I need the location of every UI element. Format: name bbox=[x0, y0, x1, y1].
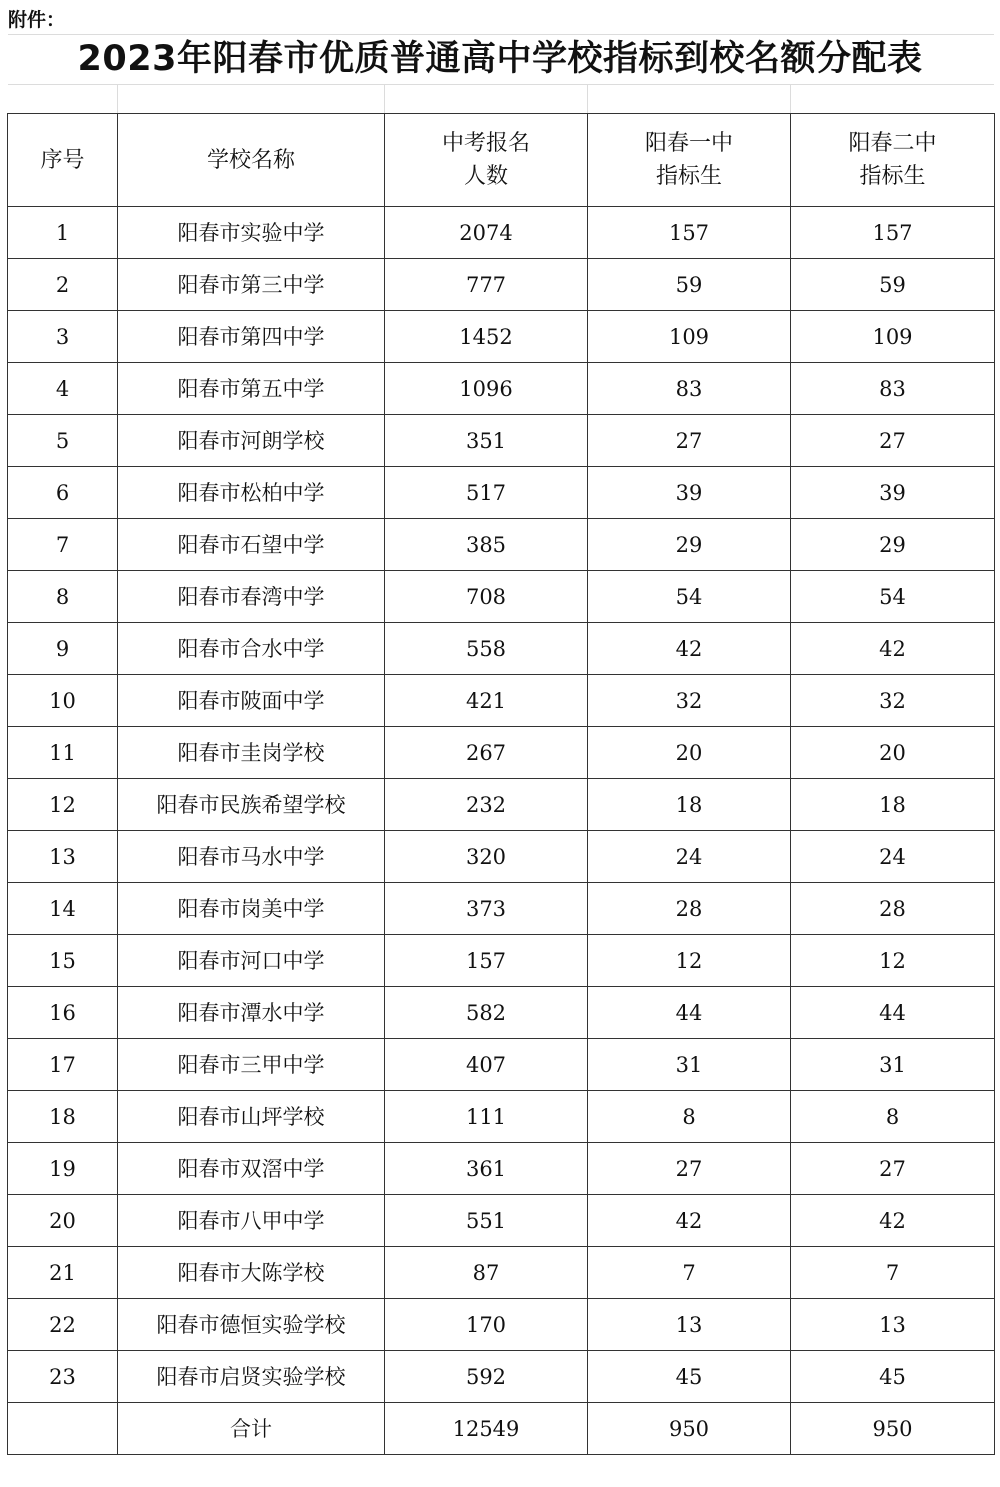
quota-allocation-table bbox=[7, 113, 995, 1455]
cell-applicants: 267 bbox=[385, 727, 588, 779]
cell-applicants: 1452 bbox=[385, 311, 588, 363]
cell-index: 17 bbox=[8, 1039, 118, 1091]
table-row bbox=[8, 571, 995, 623]
cell-index: 13 bbox=[8, 831, 118, 883]
cell-school-name: 阳春市石望中学 bbox=[118, 519, 385, 571]
cell-applicants: 2074 bbox=[385, 207, 588, 259]
cell-applicants: 421 bbox=[385, 675, 588, 727]
cell-quota-school2: 27 bbox=[791, 1143, 995, 1195]
cell-school-name: 阳春市德恒实验学校 bbox=[118, 1299, 385, 1351]
cell-quota-school1: 59 bbox=[588, 259, 791, 311]
cell-quota-school1: 83 bbox=[588, 363, 791, 415]
cell-quota-school2: 39 bbox=[791, 467, 995, 519]
cell-applicants: 373 bbox=[385, 883, 588, 935]
table-row bbox=[8, 467, 995, 519]
cell-applicants: 232 bbox=[385, 779, 588, 831]
cell-index: 8 bbox=[8, 571, 118, 623]
cell-index: 6 bbox=[8, 467, 118, 519]
cell-quota-school1: 13 bbox=[588, 1299, 791, 1351]
cell-school-name: 阳春市山坪学校 bbox=[118, 1091, 385, 1143]
cell-index: 5 bbox=[8, 415, 118, 467]
header-school1-line2: 指标生 bbox=[655, 164, 722, 189]
cell-quota-school2: 32 bbox=[791, 675, 995, 727]
cell-index: 14 bbox=[8, 883, 118, 935]
cell-applicants: 170 bbox=[385, 1299, 588, 1351]
cell-applicants: 582 bbox=[385, 987, 588, 1039]
cell-quota-school2: 83 bbox=[791, 363, 995, 415]
table-row bbox=[8, 935, 995, 987]
cell-school-name: 阳春市圭岗学校 bbox=[118, 727, 385, 779]
cell-applicants: 87 bbox=[385, 1247, 588, 1299]
table-row bbox=[8, 1351, 995, 1403]
cell-index: 4 bbox=[8, 363, 118, 415]
cell-total-quota-school2: 950 bbox=[791, 1403, 995, 1455]
cell-quota-school2: 54 bbox=[791, 571, 995, 623]
gridline bbox=[8, 84, 994, 85]
cell-quota-school2: 27 bbox=[791, 415, 995, 467]
table-row bbox=[8, 363, 995, 415]
cell-applicants: 361 bbox=[385, 1143, 588, 1195]
header-school1-quota bbox=[588, 114, 791, 207]
cell-quota-school1: 44 bbox=[588, 987, 791, 1039]
cell-index: 19 bbox=[8, 1143, 118, 1195]
cell-quota-school1: 24 bbox=[588, 831, 791, 883]
table-row bbox=[8, 311, 995, 363]
page-title: 2023年阳春市优质普通高中学校指标到校名额分配表 bbox=[77, 39, 923, 79]
gridline bbox=[587, 84, 588, 113]
table-row bbox=[8, 1143, 995, 1195]
cell-school-name: 阳春市第四中学 bbox=[118, 311, 385, 363]
cell-index: 10 bbox=[8, 675, 118, 727]
cell-quota-school1: 7 bbox=[588, 1247, 791, 1299]
cell-applicants: 320 bbox=[385, 831, 588, 883]
header-applicants-line2: 人数 bbox=[463, 164, 508, 189]
table-row bbox=[8, 675, 995, 727]
cell-school-name: 阳春市大陈学校 bbox=[118, 1247, 385, 1299]
cell-quota-school2: 13 bbox=[791, 1299, 995, 1351]
cell-quota-school1: 31 bbox=[588, 1039, 791, 1091]
table-total-row bbox=[8, 1403, 995, 1455]
cell-applicants: 111 bbox=[385, 1091, 588, 1143]
cell-applicants: 708 bbox=[385, 571, 588, 623]
cell-index: 2 bbox=[8, 259, 118, 311]
header-school1-line1: 阳春一中 bbox=[644, 131, 733, 156]
gridline bbox=[384, 84, 385, 113]
cell-quota-school1: 45 bbox=[588, 1351, 791, 1403]
header-school2-line2: 指标生 bbox=[859, 164, 926, 189]
cell-index: 7 bbox=[8, 519, 118, 571]
cell-index: 22 bbox=[8, 1299, 118, 1351]
table-row bbox=[8, 779, 995, 831]
cell-quota-school2: 59 bbox=[791, 259, 995, 311]
header-school-name: 学校名称 bbox=[118, 114, 385, 207]
cell-quota-school2: 20 bbox=[791, 727, 995, 779]
cell-quota-school1: 12 bbox=[588, 935, 791, 987]
cell-quota-school2: 31 bbox=[791, 1039, 995, 1091]
cell-applicants: 157 bbox=[385, 935, 588, 987]
cell-applicants: 551 bbox=[385, 1195, 588, 1247]
cell-index: 18 bbox=[8, 1091, 118, 1143]
table-row bbox=[8, 259, 995, 311]
header-school2-line1: 阳春二中 bbox=[848, 131, 937, 156]
table-row bbox=[8, 987, 995, 1039]
cell-quota-school1: 27 bbox=[588, 415, 791, 467]
cell-applicants: 1096 bbox=[385, 363, 588, 415]
cell-index: 9 bbox=[8, 623, 118, 675]
cell-quota-school2: 109 bbox=[791, 311, 995, 363]
cell-quota-school2: 44 bbox=[791, 987, 995, 1039]
cell-school-name: 阳春市三甲中学 bbox=[118, 1039, 385, 1091]
cell-quota-school1: 27 bbox=[588, 1143, 791, 1195]
cell-school-name: 阳春市实验中学 bbox=[118, 207, 385, 259]
table-row bbox=[8, 207, 995, 259]
cell-applicants: 517 bbox=[385, 467, 588, 519]
cell-quota-school1: 109 bbox=[588, 311, 791, 363]
table-row bbox=[8, 1091, 995, 1143]
cell-applicants: 407 bbox=[385, 1039, 588, 1091]
cell-quota-school2: 28 bbox=[791, 883, 995, 935]
table-row bbox=[8, 519, 995, 571]
cell-applicants: 777 bbox=[385, 259, 588, 311]
cell-quota-school1: 18 bbox=[588, 779, 791, 831]
table-row bbox=[8, 623, 995, 675]
cell-quota-school2: 24 bbox=[791, 831, 995, 883]
header-index: 序号 bbox=[8, 114, 118, 207]
header-applicants bbox=[385, 114, 588, 207]
table-row bbox=[8, 1039, 995, 1091]
cell-quota-school1: 32 bbox=[588, 675, 791, 727]
cell-quota-school1: 42 bbox=[588, 623, 791, 675]
table-header-row bbox=[8, 114, 995, 207]
gridline bbox=[790, 84, 791, 113]
cell-quota-school1: 29 bbox=[588, 519, 791, 571]
cell-quota-school1: 157 bbox=[588, 207, 791, 259]
cell-applicants: 592 bbox=[385, 1351, 588, 1403]
attachment-label: 附件： bbox=[8, 9, 66, 31]
cell-total-label: 合计 bbox=[118, 1403, 385, 1455]
cell-school-name: 阳春市马水中学 bbox=[118, 831, 385, 883]
cell-school-name: 阳春市春湾中学 bbox=[118, 571, 385, 623]
cell-quota-school2: 7 bbox=[791, 1247, 995, 1299]
cell-index: 20 bbox=[8, 1195, 118, 1247]
cell-index: 12 bbox=[8, 779, 118, 831]
header-school2-quota bbox=[791, 114, 995, 207]
cell-applicants: 351 bbox=[385, 415, 588, 467]
cell-quota-school1: 54 bbox=[588, 571, 791, 623]
cell-quota-school2: 12 bbox=[791, 935, 995, 987]
table-row bbox=[8, 415, 995, 467]
table-row bbox=[8, 727, 995, 779]
table-row bbox=[8, 1195, 995, 1247]
cell-index: 11 bbox=[8, 727, 118, 779]
cell-quota-school1: 28 bbox=[588, 883, 791, 935]
cell-school-name: 阳春市松柏中学 bbox=[118, 467, 385, 519]
cell-school-name: 阳春市第三中学 bbox=[118, 259, 385, 311]
cell-index: 15 bbox=[8, 935, 118, 987]
cell-index: 16 bbox=[8, 987, 118, 1039]
cell-total-quota-school1: 950 bbox=[588, 1403, 791, 1455]
cell-index: 23 bbox=[8, 1351, 118, 1403]
cell-school-name: 阳春市岗美中学 bbox=[118, 883, 385, 935]
cell-school-name: 阳春市双滘中学 bbox=[118, 1143, 385, 1195]
table-row bbox=[8, 1247, 995, 1299]
cell-quota-school1: 42 bbox=[588, 1195, 791, 1247]
table-row bbox=[8, 1299, 995, 1351]
cell-index: 21 bbox=[8, 1247, 118, 1299]
cell-school-name: 阳春市河口中学 bbox=[118, 935, 385, 987]
cell-quota-school2: 42 bbox=[791, 1195, 995, 1247]
cell-school-name: 阳春市启贤实验学校 bbox=[118, 1351, 385, 1403]
cell-quota-school2: 8 bbox=[791, 1091, 995, 1143]
table-row bbox=[8, 831, 995, 883]
cell-quota-school1: 39 bbox=[588, 467, 791, 519]
cell-quota-school1: 20 bbox=[588, 727, 791, 779]
cell-quota-school2: 29 bbox=[791, 519, 995, 571]
cell-quota-school2: 18 bbox=[791, 779, 995, 831]
table-row bbox=[8, 883, 995, 935]
cell-school-name: 阳春市合水中学 bbox=[118, 623, 385, 675]
cell-quota-school2: 157 bbox=[791, 207, 995, 259]
header-applicants-line1: 中考报名 bbox=[441, 131, 530, 156]
cell-total-applicants: 12549 bbox=[385, 1403, 588, 1455]
cell-index: 1 bbox=[8, 207, 118, 259]
cell-quota-school1: 8 bbox=[588, 1091, 791, 1143]
cell-index: 3 bbox=[8, 311, 118, 363]
gridline bbox=[117, 84, 118, 113]
cell-school-name: 阳春市河朗学校 bbox=[118, 415, 385, 467]
cell-school-name: 阳春市第五中学 bbox=[118, 363, 385, 415]
cell-quota-school2: 45 bbox=[791, 1351, 995, 1403]
cell-school-name: 阳春市陂面中学 bbox=[118, 675, 385, 727]
cell-school-name: 阳春市民族希望学校 bbox=[118, 779, 385, 831]
cell-applicants: 385 bbox=[385, 519, 588, 571]
cell-quota-school2: 42 bbox=[791, 623, 995, 675]
cell-applicants: 558 bbox=[385, 623, 588, 675]
cell-school-name: 阳春市潭水中学 bbox=[118, 987, 385, 1039]
cell-total-index bbox=[8, 1403, 118, 1455]
cell-school-name: 阳春市八甲中学 bbox=[118, 1195, 385, 1247]
